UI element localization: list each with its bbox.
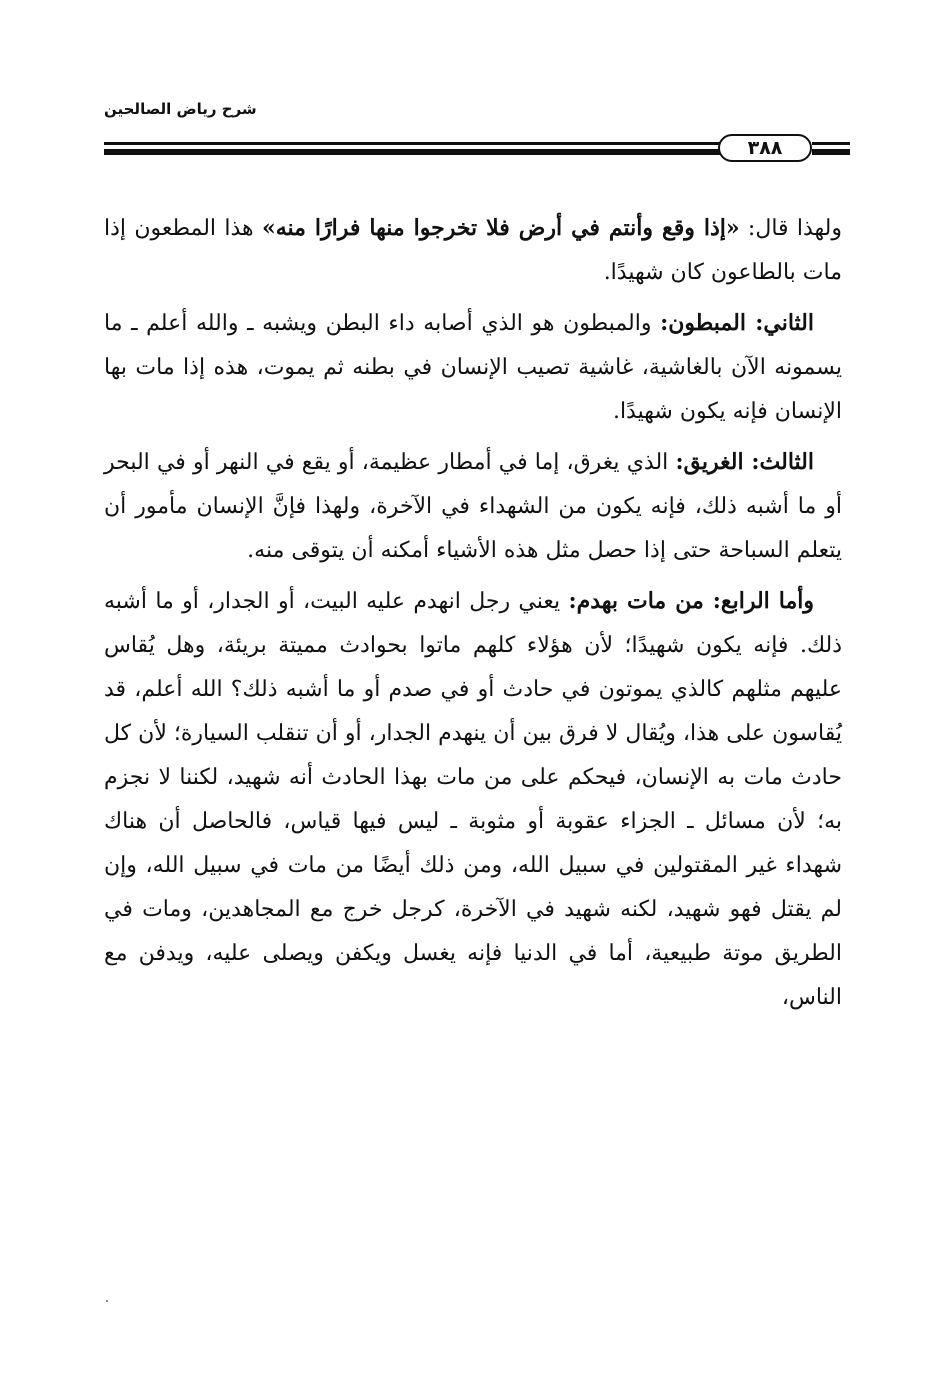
paragraph-3-heading: الثالث: الغريق: (675, 449, 814, 475)
paragraph-3 (104, 440, 842, 573)
paragraph-1-intro: ولهذا قال: (739, 216, 842, 241)
header-rule-thick (104, 149, 720, 155)
header-rule-thin (104, 142, 720, 145)
paragraph-4-heading: وأما الرابع: من مات بهدم: (568, 588, 814, 614)
paragraph-2-heading: الثاني: المبطون: (660, 310, 814, 336)
paragraph-2-text: والمبطون هو الذي أصابه داء البطن ويشبه ـ والله أعلم ـ ما يسمونه الآن بالغاشية، غاشية تصيب الإنسان في بطنه ثم يموت، هذه إذا مات بها الإنسان فإنه يكون شهيدًا. (104, 311, 842, 424)
paragraph-1-text: هذا المطعون إذا مات بالطاعون كان شهيدًا. (104, 216, 842, 285)
page-body (104, 206, 842, 1026)
paragraph-4 (104, 579, 842, 1020)
header-rule-thin-right (812, 142, 850, 145)
paragraph-4-text: يعني رجل انهدم عليه البيت، أو الجدار، أو ما أشبه ذلك. فإنه يكون شهيدًا؛ لأن هؤلاء كلهم ماتوا بحوادث مميتة بريئة، وهل يُقاس عليهم مثلهم كالذي يموتون في حادث أو في صدم أو ما أشبه ذلك؟ الله أعلم، قد يُقاسون على هذا، ويُقال لا فرق بين أن ينهدم الجدار، أو أن تنقلب السيارة؛ لأن كل حادث مات به الإنسان، فيحكم على من مات بهذا الحادث أنه شهيد، لكننا لا نجزم به؛ لأن مسائل ـ الجزاء عقوبة أو مثوبة ـ ليس فيها قياس، فالحاصل أن هناك شهداء غير المقتولين في سبيل الله، ومن ذلك أيضًا من مات في سبيل الله، وإن لم يقتل فهو شهيد، لكنه شهيد في الآخرة، كرجل خرج مع المجاهدين، ومات في الطريق موتة طبيعية، أما في الدنيا فإنه يغسل ويكفن ويصلى عليه، ويدفن مع الناس، (104, 589, 842, 1010)
page-number-text: ٣٨٨ (747, 137, 783, 159)
paragraph-2 (104, 301, 842, 434)
running-title: شرح رياض الصالحين (104, 100, 257, 118)
header-rule-thick-right (812, 149, 850, 155)
paragraph-3-text: الذي يغرق، إما في أمطار عظيمة، أو يقع في النهر أو في البحر أو ما أشبه ذلك، فإنه يكون من الشهداء في الآخرة، ولهذا فإنَّ الإنسان مأمور أن يتعلم السباحة حتى إذا حصل مثل هذه الأشياء أمكنه أن يتوقى منه. (104, 450, 842, 563)
hadith-quote: «إذا وقع وأنتم في أرض فلا تخرجوا منها فرارًا منه» (261, 215, 740, 241)
paragraph-1 (104, 206, 842, 295)
page-number (718, 134, 812, 162)
scan-speck (106, 1300, 108, 1302)
